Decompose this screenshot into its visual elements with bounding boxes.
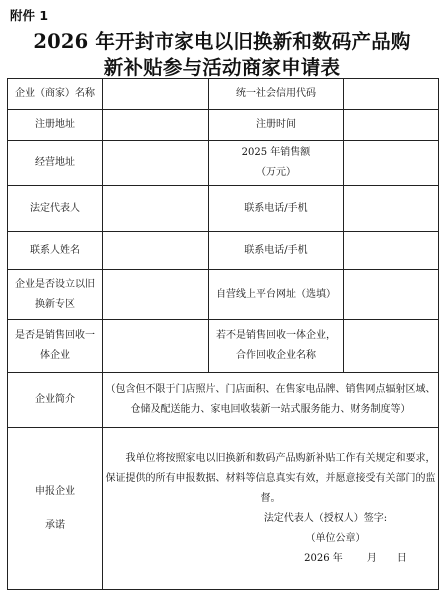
recycle-question-label <box>8 320 103 373</box>
sales-2025-label <box>209 141 344 186</box>
zone-question-line2: 换新专区 <box>35 298 75 310</box>
biz-address-field[interactable] <box>103 141 209 186</box>
partner-recycler-line2: 合作回收企业名称 <box>236 350 316 361</box>
reg-time-label: 注册时间 <box>209 110 344 141</box>
form-title-line1: 2026 年开封市家电以旧换新和数码产品购 <box>33 30 411 53</box>
zone-question-label <box>8 270 103 320</box>
row-company-intro <box>8 373 439 428</box>
intro-hint-text: （包含但不限于门店照片、门店面积、在售家电品牌、销售网点辐射区域、仓储及配送能力、家电回收装新一站式服务能力、财务制度等） <box>105 384 436 415</box>
reg-address-field[interactable] <box>103 110 209 141</box>
phone2-field[interactable] <box>344 232 439 270</box>
pledge-content <box>103 428 439 590</box>
zone-question-field[interactable] <box>103 270 209 320</box>
application-form-table <box>7 78 439 590</box>
legal-rep-label: 法定代表人 <box>8 186 103 232</box>
row-reg-address <box>8 110 439 141</box>
attachment-label: 附件 1 <box>10 8 49 23</box>
company-name-label: 企业（商家）名称 <box>8 79 103 110</box>
row-exchange-zone <box>8 270 439 320</box>
form-title-line2: 新补贴参与活动商家申请表 <box>103 56 341 79</box>
pledge-label-line2: 承诺 <box>45 519 65 531</box>
sales-2025-label-line1: 2025 年销售额 <box>241 147 311 158</box>
date-day: 日 <box>396 552 407 564</box>
reg-address-label: 注册地址 <box>8 110 103 141</box>
biz-address-label: 经营地址 <box>8 141 103 186</box>
zone-question-line1: 企业是否设立以旧 <box>15 278 95 290</box>
recycle-question-line1: 是否是销售回收一 <box>15 330 95 341</box>
credit-code-field[interactable] <box>344 79 439 110</box>
row-pledge <box>8 428 439 590</box>
phone1-field[interactable] <box>344 186 439 232</box>
intro-label: 企业简介 <box>8 373 103 428</box>
date-month: 月 <box>366 552 377 564</box>
company-name-field[interactable] <box>103 79 209 110</box>
platform-url-label: 自营线上平台网址（选填） <box>209 270 344 320</box>
seal-placeholder: （单位公章） <box>305 532 366 544</box>
credit-code-label: 统一社会信用代码 <box>209 79 344 110</box>
contact-name-label: 联系人姓名 <box>8 232 103 270</box>
row-legal-rep <box>8 186 439 232</box>
phone2-label: 联系电话/手机 <box>209 232 344 270</box>
date-year: 2026 年 <box>304 552 343 564</box>
intro-field[interactable] <box>103 373 439 428</box>
row-recycle <box>8 320 439 373</box>
pledge-label-line1: 申报企业 <box>35 485 75 497</box>
recycle-question-line2: 体企业 <box>40 350 70 361</box>
contact-name-field[interactable] <box>103 232 209 270</box>
reg-time-field[interactable] <box>344 110 439 141</box>
pledge-text: 我单位将按照家电以旧换新和数码产品购新补贴工作有关规定和要求，保证提供的所有申报数据、材料等信息真实有效，并愿意接受有关部门的监督。 <box>105 452 436 504</box>
phone1-label: 联系电话/手机 <box>209 186 344 232</box>
signature-line[interactable]: 法定代表人（授权人）签字: <box>263 512 388 524</box>
partner-recycler-field[interactable] <box>344 320 439 373</box>
legal-rep-field[interactable] <box>103 186 209 232</box>
platform-url-field[interactable] <box>344 270 439 320</box>
recycle-question-field[interactable] <box>103 320 209 373</box>
date-line[interactable] <box>105 549 436 569</box>
sales-2025-field[interactable] <box>344 141 439 186</box>
partner-recycler-label <box>209 320 344 373</box>
row-biz-address <box>8 141 439 186</box>
sales-2025-label-line2: （万元） <box>256 167 296 178</box>
partner-recycler-line1: 若不是销售回收一体企业， <box>216 330 336 341</box>
row-company-name <box>8 79 439 110</box>
pledge-label <box>8 428 103 590</box>
row-contact <box>8 232 439 270</box>
